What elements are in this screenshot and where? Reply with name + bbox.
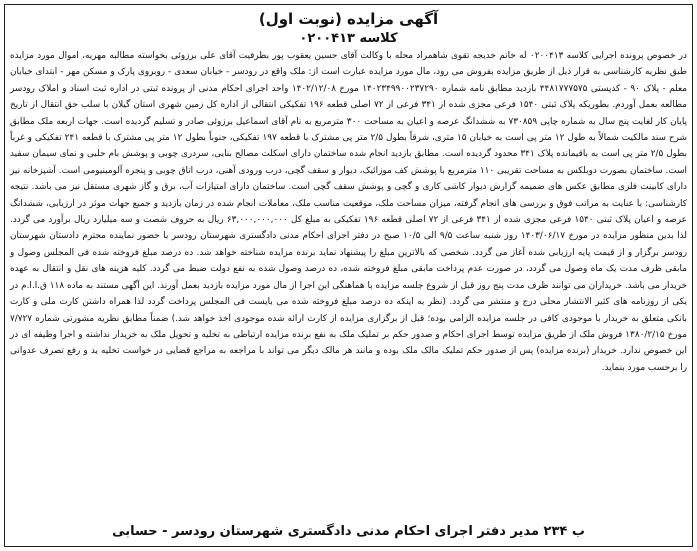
- file-number: کلاسه ۰۲۰۰۴۱۳: [299, 31, 398, 46]
- notice-body-text: در خصوص پرونده اجرایی کلاسه ۰۲۰۰۴۱۳ له خانم خدیجه تقوی شاهمراد محله با وکالت آقای حسین یعقوب پور بطرفیت آقای علی برزوئی بخواسته مطالبه مهریه، اموال مورد مزایده طبق نظریه کارشناسی به قرار ذیل از طریق مزایده بفروش می رود، مال مورد مزایده عبارت است از: ملک واقع در رودسر - خیابان سعدی - روبروی پارک و مسکن مهر - ابتدای خیابان معلم - پلاک ۹۰ - کدپستی ۴۴۸۱۷۷۷۵۷۵ بازدید مطابق نامه شماره ۱۴۰۲۳۴۹۹۰۰۲۳۷۲۹۰ مورخ ۱۴۰۲/۱۲/۰۸ واحد اجرای احکام مدنی از پرونده ثبتی در اداره ثبت اسناد و املاک رودسر مطالعه بعمل آوردم. بطوریکه پلاک ثبتی ۱۵۴۰ فرعی مجزی شده از ۳۴۱ فرعی از ۷۲ اصلی قطعه ۱۹۶ تفکیکی انتقالی از اداره کل زمین شهری استان گیلان با سلب حق انتقال از تاریخ پایان کار لغایت پنج سال به شماره چاپی ۷۳۰۸۵۹ به ششدانگ عرصه و اعیان به مساحت ۳۰۰ مترمربع به نام آقای اسماعیل برزوئی صادر و تسلیم گردیده است. جهات اربعه ملک مطابق شرح سند مالکیت شمالاً به طول ۱۲ متر پی است به خیابان ۱۵ متری، شرقاً بطول ۲/۵ متر پی مشترک با قطعه ۱۹۷ تفکیکی، جنوباً بطول ۱۲ متر پی مشترک با قطعه ۲۴۱ تفکیکی و غرباً بطول ۲/۵ متر پی است به باقیمانده پلاک ۳۴۱ محدود گردیده است. مطابق بازدید انجام شده ساختمان دارای اسکلت مصالح بنایی، سردری چوبی و پوشش بام حلبی و نمای سیمان سفید است. ساختمان بصورت دوبلکس به مساحت تقریبی ۱۱۰ مترمربع با پوشش کف موزائیک، دیوار و سقف گچی، درب ورودی آهنی، درب اتاق چوبی و پنجره آلومینیومی است. آشپزخانه نیز دارای کابینت فلزی مطابق عکس های ضمیمه گزارش دیوار کاشی کاری و گچی و پوشش سقف گچی است. ساختمان دارای امتیازات آب، برق و گاز شهری مستقل نیز می باشد. نتیجه کارشناسی: با عنایت به مراتب فوق و بررسی های انجام گرفته، میزان مساحت ملک، موقعیت مناسب ملک، معاملات انجام شده در زمان بازدید و جمیع جهات موثر در ارزیابی، ششدانگ عرصه و اعیان پلاک ثبتی ۱۵۴۰ فرعی مجزی شده از ۳۴۱ فرعی از ۷۲ اصلی قطعه ۱۹۶ تفکیکی به مبلغ کل ۶۳,۰۰۰,۰۰۰,۰۰۰ ریال به حروف شصت و سه میلیارد ریال برآورد می گردد. لذا بدین منظور مزایده در مورخ ۱۴۰۳/۰۶/۱۷ روز شنبه ساعت ۹/۵ الی ۱۰/۵ صبح در دفتر اجرای احکام مدنی دادگستری شهرستان رودسر با حضور نماینده محترم دادستان شهرستان رودسر برگزار و از قیمت پایه ارزیابی شده آغاز می گردد. شخصی که بالاترین مبلغ را پیشنهاد نماید برنده مزایده شناخته خواهد شد. ده درصد مبلغ فروخته شده فی المجلس وصول و مابقی ظرف مدت یک ماه وصول می گردد، در صورت عدم پرداخت مابقی مبلغ فروخته شده، ده درصد وصول شده به نفع دولت ضبط می گردد. کلیه هزینه های نقل و انتقال به عهده خریدار می باشد. خریداران می توانند ظرف مدت پنج روز قبل از شروع جلسه مزایده با هماهنگی این اجرا از مال مورد مزایده بازدید بعمل آورند. این آگهی مستند به ماده ۱۱۸ ق.ا.ا.م در یکی از روزنامه های کثیر الانتشار محلی درج و منتشر می گردد. (نظر به اینکه ده درصد مبلغ فروخته شده می بایست فی المجلس پرداخت گردد لذا همراه داشتن کارت ملی و کارت بانکی متعلق به خریدار با موجودی کافی در جلسه مزایده الزامی بوده؛ قبل از برگزاری مزایده از کارت ارائه شده موجودی اخذ خواهد شد.) ضمناً مطابق نظریه مشورتی شماره ۷/۷۲۷ مورخ ۱۳۸۰/۲/۱۵ فروش ملک از طریق مزایده توسط اجرای احکام و صدور حکم بر تملیک ملک به نفع برنده مزایده ارتباطی به تخلیه و تحویل ملک به خریدار نداشته و اجرا وظیفه ای در این خصوص ندارد. خریدار (برنده مزایده) پس از صدور حکم تملیک مالک ملک بوده و مانند هر مالک دیگر می تواند با مراجعه به مراجع قضایی در خواست تخلیه ید و رفع تصرف عدوانی را برحسب مورد بنماید.: [10, 51, 688, 373]
- notice-title: آگهی مزایده (نوبت اول): [258, 10, 439, 28]
- notice-header: [0, 10, 697, 48]
- signature-line: ب ۲۳۴ مدیر دفتر اجرای احکام مدنی دادگستری شهرستان رودسر - حسابی: [112, 524, 585, 539]
